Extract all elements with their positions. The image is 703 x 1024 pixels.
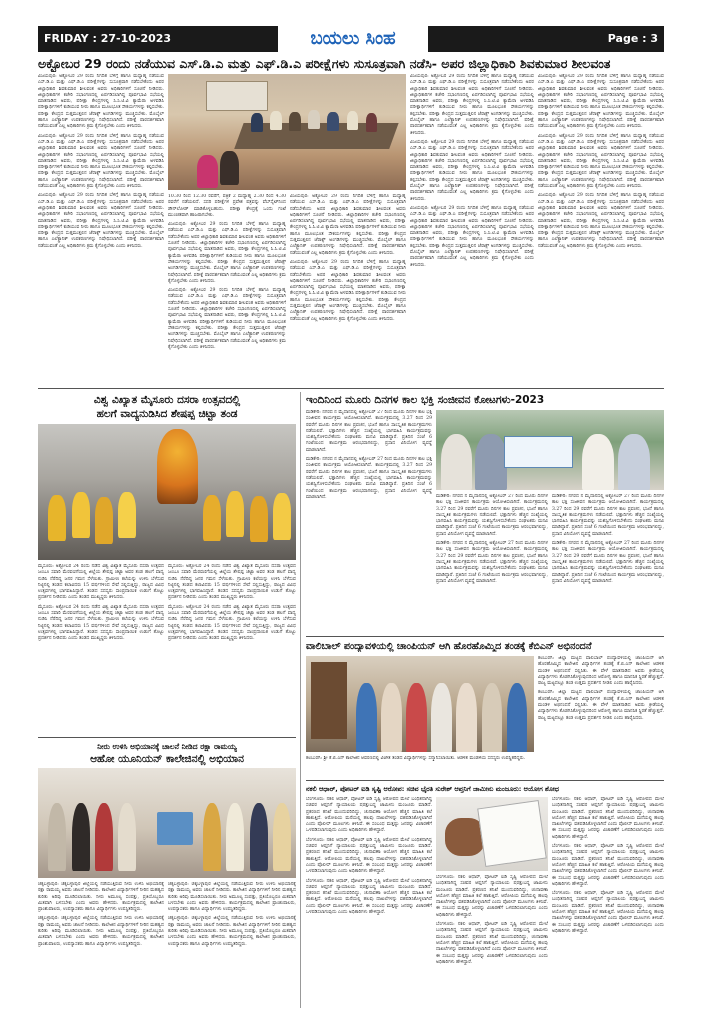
divider-1 bbox=[38, 388, 664, 389]
headline-fake-id: ನಕಲಿ ಆಧಾರ್, ಪೋಟರ್ ಐಡಿ ಸೃಷ್ಟಿ ಆರೋಪ: ಸಚಿವ ಭೈರತಿ ಸುರೇಶ್ ಆಪ್ತನಿಗೆ ಜಾಮೀನು ಮಂಜೂರು: ಆಯೋಗ ಶೋಧ bbox=[306, 785, 560, 793]
headline-dasara-2: ಹಲಗೆ ವಾದ್ಯನುಡಿಸಿದ ಶೇಷಪ್ಪ ಚಿಟ್ಟಾ ತಂಡ bbox=[96, 408, 238, 420]
masthead bbox=[38, 26, 664, 52]
article-bhakti-col-3: ಮಡಿಕೇರಿ: ನಗರದ ನ ಮೈದಾನದಲ್ಲಿ ಅಕ್ಟೋಬರ್ 27 ರಿಂದ ಮೂರು ದಿನಗಳ ಕಾಲ ಭಕ್ತಿ ಸಂಜೀವನ ಕಾರ್ಯಕ್ರಮ ಆಯೋಜಿಸಲಾಗಿದೆ. ಕಾರ್ಯಕ್ರಮದಲ್ಲಿ 3.27 ರಿಂದ 29 ರವರೆಗೆ ಮೂರು ದಿನಗಳ ಕಾಲ ಪ್ರವಚನ, ಭಜನೆ ಹಾಗೂ ಸಾಂಸ್ಕೃತಿಕ ಕಾರ್ಯಕ್ರಮಗಳು ನಡೆಯಲಿವೆ. ಭಕ್ತಾದಿಗಳು ಹೆಚ್ಚಿನ ಸಂಖ್ಯೆಯಲ್ಲಿ ಭಾಗವಹಿಸಿ ಕಾರ್ಯಕ್ರಮವನ್ನು ಯಶಸ್ವಿಗೊಳಿಸಬೇಕೆಂದು ಸಂಘಟಕರು ಮನವಿ ಮಾಡಿದ್ದಾರೆ. ಪ್ರತಿದಿನ ಸಂಜೆ 6 ಗಂಟೆಯಿಂದ ಕಾರ್ಯಕ್ರಮ ಆರಂಭವಾಗಲಿದ್ದು, ಪ್ರಸಾದ ವಿನಿಯೋಗ ವ್ಯವಸ್ಥೆ ಮಾಡಲಾಗಿದೆ. ಮಡಿಕೇರಿ: ನಗರದ ನ ಮೈದಾನದಲ್ಲಿ ಅಕ್ಟೋಬರ್ 27 ರಿಂದ ಮೂರು ದಿನಗಳ ಕಾಲ ಭಕ್ತಿ ಸಂಜೀವನ ಕಾರ್ಯಕ್ರಮ ಆಯೋಜಿಸಲಾಗಿದೆ. ಕಾರ್ಯಕ್ರಮದಲ್ಲಿ 3.27 ರಿಂದ 29 ರವರೆಗೆ ಮೂರು ದಿನಗಳ ಕಾಲ ಪ್ರವಚನ, ಭಜನೆ ಹಾಗೂ ಸಾಂಸ್ಕೃತಿಕ ಕಾರ್ಯಕ್ರಮಗಳು ನಡೆಯಲಿವೆ. ಭಕ್ತಾದಿಗಳು ಹೆಚ್ಚಿನ ಸಂಖ್ಯೆಯಲ್ಲಿ ಭಾಗವಹಿಸಿ ಕಾರ್ಯಕ್ರಮವನ್ನು ಯಶಸ್ವಿಗೊಳಿಸಬೇಕೆಂದು ಸಂಘಟಕರು ಮನವಿ ಮಾಡಿದ್ದಾರೆ. ಪ್ರತಿದಿನ ಸಂಜೆ 6 ಗಂಟೆಯಿಂದ ಕಾರ್ಯಕ್ರಮ ಆರಂಭವಾಗಲಿದ್ದು, ಪ್ರಸಾದ ವಿನಿಯೋಗ ವ್ಯವಸ್ಥೆ ಮಾಡಲಾಗಿದೆ. bbox=[552, 494, 664, 584]
dasara-performance-photo bbox=[38, 424, 296, 560]
bhakti-event-photo bbox=[436, 410, 664, 490]
subheadline-water: ನೀರು ಉಳಿಸಿ ಅಭಿಯಾನಕ್ಕೆ ಚಾಲನೆ ನೀಡಿದ ರಕ್ಷಾ ರಾಮಯ್ಯ bbox=[97, 742, 237, 751]
article-dasara-col-2: ಮೈಸೂರು: ಅಕ್ಟೋಬರ 24 ರಂದು ನಡೆದ ವಿಶ್ವ ವಿಖ್ಯಾತ ಮೈಸೂರು ದಸರಾ ಉತ್ಸವದ ಜಂಬೂ ಸವಾರಿ ಮೆರವಣಿಗೆಯಲ್ಲಿ ಜಿಲ್ಲೆಯ ಶೇಷಪ್ಪ ಚಿಟ್ಟಾ ಅವರ ತಂಡ ಹಲಗೆ ವಾದ್ಯ ನುಡಿಸಿ ನೆರೆದಿದ್ದ ಜನರ ಗಮನ ಸೆಳೆಯಿತು. ಗ್ರಾಮೀಣ ಕಲೆಯನ್ನು ಉಳಿಸಿ ಬೆಳೆಸುವ ನಿಟ್ಟಿನಲ್ಲಿ ತಂಡದ ಕಲಾವಿದರು 15 ವರ್ಷಗಳಿಂದ ಸೇವೆ ಸಲ್ಲಿಸುತ್ತಿದ್ದು, ರಾಜ್ಯದ ವಿವಿಧ ಉತ್ಸವಗಳಲ್ಲಿ ಭಾಗವಹಿಸಿದ್ದಾರೆ. ತಂಡದ ಸದಸ್ಯರು ಸಾಂಪ್ರದಾಯಿಕ ಉಡುಗೆ ತೊಟ್ಟು ಪ್ರದರ್ಶನ ನೀಡಿದರು ಎಂದು ತಂಡದ ಮುಖ್ಯಸ್ಥರು ತಿಳಿಸಿದರು. ಮೈಸೂರು: ಅಕ್ಟೋಬರ 24 ರಂದು ನಡೆದ ವಿಶ್ವ ವಿಖ್ಯಾತ ಮೈಸೂರು ದಸರಾ ಉತ್ಸವದ ಜಂಬೂ ಸವಾರಿ ಮೆರವಣಿಗೆಯಲ್ಲಿ ಜಿಲ್ಲೆಯ ಶೇಷಪ್ಪ ಚಿಟ್ಟಾ ಅವರ ತಂಡ ಹಲಗೆ ವಾದ್ಯ ನುಡಿಸಿ ನೆರೆದಿದ್ದ ಜನರ ಗಮನ ಸೆಳೆಯಿತು. ಗ್ರಾಮೀಣ ಕಲೆಯನ್ನು ಉಳಿಸಿ ಬೆಳೆಸುವ ನಿಟ್ಟಿನಲ್ಲಿ ತಂಡದ ಕಲಾವಿದರು 15 ವರ್ಷಗಳಿಂದ ಸೇವೆ ಸಲ್ಲಿಸುತ್ತಿದ್ದು, ರಾಜ್ಯದ ವಿವಿಧ ಉತ್ಸವಗಳಲ್ಲಿ ಭಾಗವಹಿಸಿದ್ದಾರೆ. ತಂಡದ ಸದಸ್ಯರು ಸಾಂಪ್ರದಾಯಿಕ ಉಡುಗೆ ತೊಟ್ಟು ಪ್ರದರ್ಶನ ನೀಡಿದರು ಎಂದು ತಂಡದ ಮುಖ್ಯಸ್ಥರು ತಿಳಿಸಿದರು. bbox=[168, 564, 296, 642]
volleyball-award-photo bbox=[306, 656, 534, 752]
article-fake-id-col-1: ಬೆಂಗಳೂರು: ನಕಲಿ ಆಧಾರ್, ವೋಟರ್ ಐಡಿ ಸೃಷ್ಟಿ ಆರೋಪದ ಮೇಲೆ ಬಂಧಿತನಾಗಿದ್ದ ಸಚಿವರ ಆಪ್ತನಿಗೆ ನ್ಯಾಯಾಲಯ ಷರತ್ತುಬದ್ಧ ಜಾಮೀನು ಮಂಜೂರು ಮಾಡಿದೆ. ಪ್ರಕರಣದ ತನಿಖೆ ಮುಂದುವರಿದಿದ್ದು, ಚುನಾವಣಾ ಆಯೋಗ ಹೆಚ್ಚಿನ ಮಾಹಿತಿ ಕಲೆ ಹಾಕುತ್ತಿದೆ. ಆರೋಪಿಯ ಮನೆಯಲ್ಲಿ ಹಲವು ದಾಖಲೆಗಳನ್ನು ವಶಪಡಿಸಿಕೊಳ್ಳಲಾಗಿದೆ ಎಂದು ಪೊಲೀಸ್ ಮೂಲಗಳು ತಿಳಿಸಿವೆ. ಈ ಸಂಬಂಧ ಮತ್ತಷ್ಟು ಜನರನ್ನು ವಿಚಾರಣೆಗೆ ಒಳಪಡಿಸಲಾಗುವುದು ಎಂದು ಅಧಿಕಾರಿಗಳು ಹೇಳಿದ್ದಾರೆ. ಬೆಂಗಳೂರು: ನಕಲಿ ಆಧಾರ್, ವೋಟರ್ ಐಡಿ ಸೃಷ್ಟಿ ಆರೋಪದ ಮೇಲೆ ಬಂಧಿತನಾಗಿದ್ದ ಸಚಿವರ ಆಪ್ತನಿಗೆ ನ್ಯಾಯಾಲಯ ಷರತ್ತುಬದ್ಧ ಜಾಮೀನು ಮಂಜೂರು ಮಾಡಿದೆ. ಪ್ರಕರಣದ ತನಿಖೆ ಮುಂದುವರಿದಿದ್ದು, ಚುನಾವಣಾ ಆಯೋಗ ಹೆಚ್ಚಿನ ಮಾಹಿತಿ ಕಲೆ ಹಾಕುತ್ತಿದೆ. ಆರೋಪಿಯ ಮನೆಯಲ್ಲಿ ಹಲವು ದಾಖಲೆಗಳನ್ನು ವಶಪಡಿಸಿಕೊಳ್ಳಲಾಗಿದೆ ಎಂದು ಪೊಲೀಸ್ ಮೂಲಗಳು ತಿಳಿಸಿವೆ. ಈ ಸಂಬಂಧ ಮತ್ತಷ್ಟು ಜನರನ್ನು ವಿಚಾರಣೆಗೆ ಒಳಪಡಿಸಲಾಗುವುದು ಎಂದು ಅಧಿಕಾರಿಗಳು ಹೇಳಿದ್ದಾರೆ. ಬೆಂಗಳೂರು: ನಕಲಿ ಆಧಾರ್, ವೋಟರ್ ಐಡಿ ಸೃಷ್ಟಿ ಆರೋಪದ ಮೇಲೆ ಬಂಧಿತನಾಗಿದ್ದ ಸಚಿವರ ಆಪ್ತನಿಗೆ ನ್ಯಾಯಾಲಯ ಷರತ್ತುಬದ್ಧ ಜಾಮೀನು ಮಂಜೂರು ಮಾಡಿದೆ. ಪ್ರಕರಣದ ತನಿಖೆ ಮುಂದುವರಿದಿದ್ದು, ಚುನಾವಣಾ ಆಯೋಗ ಹೆಚ್ಚಿನ ಮಾಹಿತಿ ಕಲೆ ಹಾಕುತ್ತಿದೆ. ಆರೋಪಿಯ ಮನೆಯಲ್ಲಿ ಹಲವು ದಾಖಲೆಗಳನ್ನು ವಶಪಡಿಸಿಕೊಳ್ಳಲಾಗಿದೆ ಎಂದು ಪೊಲೀಸ್ ಮೂಲಗಳು ತಿಳಿಸಿವೆ. ಈ ಸಂಬಂಧ ಮತ್ತಷ್ಟು ಜನರನ್ನು ವಿಚಾರಣೆಗೆ ಒಳಪಡಿಸಲಾಗುವುದು ಎಂದು ಅಧಿಕಾರಿಗಳು ಹೇಳಿದ್ದಾರೆ. bbox=[306, 797, 432, 916]
article-fake-id-col-2: ಬೆಂಗಳೂರು: ನಕಲಿ ಆಧಾರ್, ವೋಟರ್ ಐಡಿ ಸೃಷ್ಟಿ ಆರೋಪದ ಮೇಲೆ ಬಂಧಿತನಾಗಿದ್ದ ಸಚಿವರ ಆಪ್ತನಿಗೆ ನ್ಯಾಯಾಲಯ ಷರತ್ತುಬದ್ಧ ಜಾಮೀನು ಮಂಜೂರು ಮಾಡಿದೆ. ಪ್ರಕರಣದ ತನಿಖೆ ಮುಂದುವರಿದಿದ್ದು, ಚುನಾವಣಾ ಆಯೋಗ ಹೆಚ್ಚಿನ ಮಾಹಿತಿ ಕಲೆ ಹಾಕುತ್ತಿದೆ. ಆರೋಪಿಯ ಮನೆಯಲ್ಲಿ ಹಲವು ದಾಖಲೆಗಳನ್ನು ವಶಪಡಿಸಿಕೊಳ್ಳಲಾಗಿದೆ ಎಂದು ಪೊಲೀಸ್ ಮೂಲಗಳು ತಿಳಿಸಿವೆ. ಈ ಸಂಬಂಧ ಮತ್ತಷ್ಟು ಜನರನ್ನು ವಿಚಾರಣೆಗೆ ಒಳಪಡಿಸಲಾಗುವುದು ಎಂದು ಅಧಿಕಾರಿಗಳು ಹೇಳಿದ್ದಾರೆ. ಬೆಂಗಳೂರು: ನಕಲಿ ಆಧಾರ್, ವೋಟರ್ ಐಡಿ ಸೃಷ್ಟಿ ಆರೋಪದ ಮೇಲೆ ಬಂಧಿತನಾಗಿದ್ದ ಸಚಿವರ ಆಪ್ತನಿಗೆ ನ್ಯಾಯಾಲಯ ಷರತ್ತುಬದ್ಧ ಜಾಮೀನು ಮಂಜೂರು ಮಾಡಿದೆ. ಪ್ರಕರಣದ ತನಿಖೆ ಮುಂದುವರಿದಿದ್ದು, ಚುನಾವಣಾ ಆಯೋಗ ಹೆಚ್ಚಿನ ಮಾಹಿತಿ ಕಲೆ ಹಾಕುತ್ತಿದೆ. ಆರೋಪಿಯ ಮನೆಯಲ್ಲಿ ಹಲವು ದಾಖಲೆಗಳನ್ನು ವಶಪಡಿಸಿಕೊಳ್ಳಲಾಗಿದೆ ಎಂದು ಪೊಲೀಸ್ ಮೂಲಗಳು ತಿಳಿಸಿವೆ. ಈ ಸಂಬಂಧ ಮತ್ತಷ್ಟು ಜನರನ್ನು ವಿಚಾರಣೆಗೆ ಒಳಪಡಿಸಲಾಗುವುದು ಎಂದು ಅಧಿಕಾರಿಗಳು ಹೇಳಿದ್ದಾರೆ. bbox=[436, 875, 548, 965]
divider-3 bbox=[306, 636, 664, 637]
headline-dasara-1: ವಿಶ್ವ ವಿಖ್ಯಾತ ಮೈಸೂರು ದಸರಾ ಉತ್ಸವದಲ್ಲಿ bbox=[93, 394, 241, 406]
article-exam-col-5: ವಿಜಯಪುರ: ಅಕ್ಟೋಬರ 29 ರಂದು ನಿಗದಿತ ಬೆಳಿಗ್ಗೆ ಹಾಗೂ ಮಧ್ಯಾಹ್ನ ನಡೆಯುವ ಎಸ್.ಡಿ.ಎ ಮತ್ತು ಎಫ್.ಡಿ.ಎ ಪರೀಕ್ಷೆಗಳನ್ನು ಸುಸೂತ್ರವಾಗಿ ನಡೆಸಬೇಕೆಂದು ಅಪರ ಜಿಲ್ಲಾಧಿಕಾರಿ ಶಿವಕುಮಾರ ಶೀಲವಂತ ಅವರು ಅಧಿಕಾರಿಗಳಿಗೆ ಸೂಚನೆ ನೀಡಿದರು. ಜಿಲ್ಲಾಧಿಕಾರಿಗಳ ಕಚೇರಿ ಸಭಾಂಗಣದಲ್ಲಿ ಏರ್ಪಡಿಸಲಾಗಿದ್ದ ಪೂರ್ವಭಾವಿ ಸಭೆಯಲ್ಲಿ ಮಾತನಾಡಿದ ಅವರು, ಪರೀಕ್ಷಾ ಕೇಂದ್ರಗಳಲ್ಲಿ ಸಿ.ಸಿ.ಟಿ.ವಿ ಕ್ಯಾಮೆರಾ ಅಳವಡಿಸಿ ಪರೀಕ್ಷಾರ್ಥಿಗಳಿಗೆ ಕುಡಿಯುವ ನೀರು ಹಾಗೂ ಮೂಲಭೂತ ಸೌಕರ್ಯಗಳನ್ನು ಕಲ್ಪಿಸಬೇಕು. ಪರೀಕ್ಷಾ ಕೇಂದ್ರದ ಸುತ್ತಮುತ್ತಲಿನ ಜೆರಾಕ್ಸ್ ಅಂಗಡಿಗಳನ್ನು ಮುಚ್ಚಿಸಬೇಕು. ಮೊಬೈಲ್ ಹಾಗೂ ಎಲೆಕ್ಟ್ರಾನಿಕ್ ಉಪಕರಣಗಳನ್ನು ನಿಷೇಧಿಸಲಾಗಿದೆ. ಪರೀಕ್ಷೆ ಪಾರದರ್ಶಕವಾಗಿ ನಡೆಯುವಂತೆ ಎಲ್ಲ ಅಧಿಕಾರಿಗಳು ಕ್ರಮ ಕೈಗೊಳ್ಳಬೇಕು ಎಂದು ತಿಳಿಸಿದರು. ವಿಜಯಪುರ: ಅಕ್ಟೋಬರ 29 ರಂದು ನಿಗದಿತ ಬೆಳಿಗ್ಗೆ ಹಾಗೂ ಮಧ್ಯಾಹ್ನ ನಡೆಯುವ ಎಸ್.ಡಿ.ಎ ಮತ್ತು ಎಫ್.ಡಿ.ಎ ಪರೀಕ್ಷೆಗಳನ್ನು ಸುಸೂತ್ರವಾಗಿ ನಡೆಸಬೇಕೆಂದು ಅಪರ ಜಿಲ್ಲಾಧಿಕಾರಿ ಶಿವಕುಮಾರ ಶೀಲವಂತ ಅವರು ಅಧಿಕಾರಿಗಳಿಗೆ ಸೂಚನೆ ನೀಡಿದರು. ಜಿಲ್ಲಾಧಿಕಾರಿಗಳ ಕಚೇರಿ ಸಭಾಂಗಣದಲ್ಲಿ ಏರ್ಪಡಿಸಲಾಗಿದ್ದ ಪೂರ್ವಭಾವಿ ಸಭೆಯಲ್ಲಿ ಮಾತನಾಡಿದ ಅವರು, ಪರೀಕ್ಷಾ ಕೇಂದ್ರಗಳಲ್ಲಿ ಸಿ.ಸಿ.ಟಿ.ವಿ ಕ್ಯಾಮೆರಾ ಅಳವಡಿಸಿ ಪರೀಕ್ಷಾರ್ಥಿಗಳಿಗೆ ಕುಡಿಯುವ ನೀರು ಹಾಗೂ ಮೂಲಭೂತ ಸೌಕರ್ಯಗಳನ್ನು ಕಲ್ಪಿಸಬೇಕು. ಪರೀಕ್ಷಾ ಕೇಂದ್ರದ ಸುತ್ತಮುತ್ತಲಿನ ಜೆರಾಕ್ಸ್ ಅಂಗಡಿಗಳನ್ನು ಮುಚ್ಚಿಸಬೇಕು. ಮೊಬೈಲ್ ಹಾಗೂ ಎಲೆಕ್ಟ್ರಾನಿಕ್ ಉಪಕರಣಗಳನ್ನು ನಿಷೇಧಿಸಲಾಗಿದೆ. ಪರೀಕ್ಷೆ ಪಾರದರ್ಶಕವಾಗಿ ನಡೆಯುವಂತೆ ಎಲ್ಲ ಅಧಿಕಾರಿಗಳು ಕ್ರಮ ಕೈಗೊಳ್ಳಬೇಕು ಎಂದು ತಿಳಿಸಿದರು. ವಿಜಯಪುರ: ಅಕ್ಟೋಬರ 29 ರಂದು ನಿಗದಿತ ಬೆಳಿಗ್ಗೆ ಹಾಗೂ ಮಧ್ಯಾಹ್ನ ನಡೆಯುವ ಎಸ್.ಡಿ.ಎ ಮತ್ತು ಎಫ್.ಡಿ.ಎ ಪರೀಕ್ಷೆಗಳನ್ನು ಸುಸೂತ್ರವಾಗಿ ನಡೆಸಬೇಕೆಂದು ಅಪರ ಜಿಲ್ಲಾಧಿಕಾರಿ ಶಿವಕುಮಾರ ಶೀಲವಂತ ಅವರು ಅಧಿಕಾರಿಗಳಿಗೆ ಸೂಚನೆ ನೀಡಿದರು. ಜಿಲ್ಲಾಧಿಕಾರಿಗಳ ಕಚೇರಿ ಸಭಾಂಗಣದಲ್ಲಿ ಏರ್ಪಡಿಸಲಾಗಿದ್ದ ಪೂರ್ವಭಾವಿ ಸಭೆಯಲ್ಲಿ ಮಾತನಾಡಿದ ಅವರು, ಪರೀಕ್ಷಾ ಕೇಂದ್ರಗಳಲ್ಲಿ ಸಿ.ಸಿ.ಟಿ.ವಿ ಕ್ಯಾಮೆರಾ ಅಳವಡಿಸಿ ಪರೀಕ್ಷಾರ್ಥಿಗಳಿಗೆ ಕುಡಿಯುವ ನೀರು ಹಾಗೂ ಮೂಲಭೂತ ಸೌಕರ್ಯಗಳನ್ನು ಕಲ್ಪಿಸಬೇಕು. ಪರೀಕ್ಷಾ ಕೇಂದ್ರದ ಸುತ್ತಮುತ್ತಲಿನ ಜೆರಾಕ್ಸ್ ಅಂಗಡಿಗಳನ್ನು ಮುಚ್ಚಿಸಬೇಕು. ಮೊಬೈಲ್ ಹಾಗೂ ಎಲೆಕ್ಟ್ರಾನಿಕ್ ಉಪಕರಣಗಳನ್ನು ನಿಷೇಧಿಸಲಾಗಿದೆ. ಪರೀಕ್ಷೆ ಪಾರದರ್ಶಕವಾಗಿ ನಡೆಯುವಂತೆ ಎಲ್ಲ ಅಧಿಕಾರಿಗಳು ಕ್ರಮ ಕೈಗೊಳ್ಳಬೇಕು ಎಂದು ತಿಳಿಸಿದರು. bbox=[538, 74, 664, 249]
article-exam-col-2: 10.30 ರಿಂದ 12.30 ರವರೆಗೆ, ಪತ್ರಿಕೆ 2 ಮಧ್ಯಾಹ್ನ 2.30 ರಿಂದ 4.30 ರವರೆಗೆ ನಡೆಯಲಿದೆ. ಸದರಿ ಪರೀಕ್ಷೆಗಳ ಪ್ರವೇಶ ಪತ್ರವನ್ನು ವೆಬ್‌ಸೈಟ್‌ನಿಂದ ಡೌನ್‌ಲೋಡ್ ಮಾಡಿಕೊಳ್ಳಬಹುದು. ಪರೀಕ್ಷಾ ಕೇಂದ್ರಕ್ಕೆ ಒಂದು ಗಂಟೆ ಮುಂಚಿತವಾಗಿ ಹಾಜರಾಗಬೇಕು. ವಿಜಯಪುರ: ಅಕ್ಟೋಬರ 29 ರಂದು ನಿಗದಿತ ಬೆಳಿಗ್ಗೆ ಹಾಗೂ ಮಧ್ಯಾಹ್ನ ನಡೆಯುವ ಎಸ್.ಡಿ.ಎ ಮತ್ತು ಎಫ್.ಡಿ.ಎ ಪರೀಕ್ಷೆಗಳನ್ನು ಸುಸೂತ್ರವಾಗಿ ನಡೆಸಬೇಕೆಂದು ಅಪರ ಜಿಲ್ಲಾಧಿಕಾರಿ ಶಿವಕುಮಾರ ಶೀಲವಂತ ಅವರು ಅಧಿಕಾರಿಗಳಿಗೆ ಸೂಚನೆ ನೀಡಿದರು. ಜಿಲ್ಲಾಧಿಕಾರಿಗಳ ಕಚೇರಿ ಸಭಾಂಗಣದಲ್ಲಿ ಏರ್ಪಡಿಸಲಾಗಿದ್ದ ಪೂರ್ವಭಾವಿ ಸಭೆಯಲ್ಲಿ ಮಾತನಾಡಿದ ಅವರು, ಪರೀಕ್ಷಾ ಕೇಂದ್ರಗಳಲ್ಲಿ ಸಿ.ಸಿ.ಟಿ.ವಿ ಕ್ಯಾಮೆರಾ ಅಳವಡಿಸಿ ಪರೀಕ್ಷಾರ್ಥಿಗಳಿಗೆ ಕುಡಿಯುವ ನೀರು ಹಾಗೂ ಮೂಲಭೂತ ಸೌಕರ್ಯಗಳನ್ನು ಕಲ್ಪಿಸಬೇಕು. ಪರೀಕ್ಷಾ ಕೇಂದ್ರದ ಸುತ್ತಮುತ್ತಲಿನ ಜೆರಾಕ್ಸ್ ಅಂಗಡಿಗಳನ್ನು ಮುಚ್ಚಿಸಬೇಕು. ಮೊಬೈಲ್ ಹಾಗೂ ಎಲೆಕ್ಟ್ರಾನಿಕ್ ಉಪಕರಣಗಳನ್ನು ನಿಷೇಧಿಸಲಾಗಿದೆ. ಪರೀಕ್ಷೆ ಪಾರದರ್ಶಕವಾಗಿ ನಡೆಯುವಂತೆ ಎಲ್ಲ ಅಧಿಕಾರಿಗಳು ಕ್ರಮ ಕೈಗೊಳ್ಳಬೇಕು ಎಂದು ತಿಳಿಸಿದರು. ವಿಜಯಪುರ: ಅಕ್ಟೋಬರ 29 ರಂದು ನಿಗದಿತ ಬೆಳಿಗ್ಗೆ ಹಾಗೂ ಮಧ್ಯಾಹ್ನ ನಡೆಯುವ ಎಸ್.ಡಿ.ಎ ಮತ್ತು ಎಫ್.ಡಿ.ಎ ಪರೀಕ್ಷೆಗಳನ್ನು ಸುಸೂತ್ರವಾಗಿ ನಡೆಸಬೇಕೆಂದು ಅಪರ ಜಿಲ್ಲಾಧಿಕಾರಿ ಶಿವಕುಮಾರ ಶೀಲವಂತ ಅವರು ಅಧಿಕಾರಿಗಳಿಗೆ ಸೂಚನೆ ನೀಡಿದರು. ಜಿಲ್ಲಾಧಿಕಾರಿಗಳ ಕಚೇರಿ ಸಭಾಂಗಣದಲ್ಲಿ ಏರ್ಪಡಿಸಲಾಗಿದ್ದ ಪೂರ್ವಭಾವಿ ಸಭೆಯಲ್ಲಿ ಮಾತನಾಡಿದ ಅವರು, ಪರೀಕ್ಷಾ ಕೇಂದ್ರಗಳಲ್ಲಿ ಸಿ.ಸಿ.ಟಿ.ವಿ ಕ್ಯಾಮೆರಾ ಅಳವಡಿಸಿ ಪರೀಕ್ಷಾರ್ಥಿಗಳಿಗೆ ಕುಡಿಯುವ ನೀರು ಹಾಗೂ ಮೂಲಭೂತ ಸೌಕರ್ಯಗಳನ್ನು ಕಲ್ಪಿಸಬೇಕು. ಪರೀಕ್ಷಾ ಕೇಂದ್ರದ ಸುತ್ತಮುತ್ತಲಿನ ಜೆರಾಕ್ಸ್ ಅಂಗಡಿಗಳನ್ನು ಮುಚ್ಚಿಸಬೇಕು. ಮೊಬೈಲ್ ಹಾಗೂ ಎಲೆಕ್ಟ್ರಾನಿಕ್ ಉಪಕರಣಗಳನ್ನು ನಿಷೇಧಿಸಲಾಗಿದೆ. ಪರೀಕ್ಷೆ ಪಾರದರ್ಶಕವಾಗಿ ನಡೆಯುವಂತೆ ಎಲ್ಲ ಅಧಿಕಾರಿಗಳು ಕ್ರಮ ಕೈಗೊಳ್ಳಬೇಕು ಎಂದು ತಿಳಿಸಿದರು. bbox=[168, 194, 286, 350]
article-exam-col-4: ವಿಜಯಪುರ: ಅಕ್ಟೋಬರ 29 ರಂದು ನಿಗದಿತ ಬೆಳಿಗ್ಗೆ ಹಾಗೂ ಮಧ್ಯಾಹ್ನ ನಡೆಯುವ ಎಸ್.ಡಿ.ಎ ಮತ್ತು ಎಫ್.ಡಿ.ಎ ಪರೀಕ್ಷೆಗಳನ್ನು ಸುಸೂತ್ರವಾಗಿ ನಡೆಸಬೇಕೆಂದು ಅಪರ ಜಿಲ್ಲಾಧಿಕಾರಿ ಶಿವಕುಮಾರ ಶೀಲವಂತ ಅವರು ಅಧಿಕಾರಿಗಳಿಗೆ ಸೂಚನೆ ನೀಡಿದರು. ಜಿಲ್ಲಾಧಿಕಾರಿಗಳ ಕಚೇರಿ ಸಭಾಂಗಣದಲ್ಲಿ ಏರ್ಪಡಿಸಲಾಗಿದ್ದ ಪೂರ್ವಭಾವಿ ಸಭೆಯಲ್ಲಿ ಮಾತನಾಡಿದ ಅವರು, ಪರೀಕ್ಷಾ ಕೇಂದ್ರಗಳಲ್ಲಿ ಸಿ.ಸಿ.ಟಿ.ವಿ ಕ್ಯಾಮೆರಾ ಅಳವಡಿಸಿ ಪರೀಕ್ಷಾರ್ಥಿಗಳಿಗೆ ಕುಡಿಯುವ ನೀರು ಹಾಗೂ ಮೂಲಭೂತ ಸೌಕರ್ಯಗಳನ್ನು ಕಲ್ಪಿಸಬೇಕು. ಪರೀಕ್ಷಾ ಕೇಂದ್ರದ ಸುತ್ತಮುತ್ತಲಿನ ಜೆರಾಕ್ಸ್ ಅಂಗಡಿಗಳನ್ನು ಮುಚ್ಚಿಸಬೇಕು. ಮೊಬೈಲ್ ಹಾಗೂ ಎಲೆಕ್ಟ್ರಾನಿಕ್ ಉಪಕರಣಗಳನ್ನು ನಿಷೇಧಿಸಲಾಗಿದೆ. ಪರೀಕ್ಷೆ ಪಾರದರ್ಶಕವಾಗಿ ನಡೆಯುವಂತೆ ಎಲ್ಲ ಅಧಿಕಾರಿಗಳು ಕ್ರಮ ಕೈಗೊಳ್ಳಬೇಕು ಎಂದು ತಿಳಿಸಿದರು. ವಿಜಯಪುರ: ಅಕ್ಟೋಬರ 29 ರಂದು ನಿಗದಿತ ಬೆಳಿಗ್ಗೆ ಹಾಗೂ ಮಧ್ಯಾಹ್ನ ನಡೆಯುವ ಎಸ್.ಡಿ.ಎ ಮತ್ತು ಎಫ್.ಡಿ.ಎ ಪರೀಕ್ಷೆಗಳನ್ನು ಸುಸೂತ್ರವಾಗಿ ನಡೆಸಬೇಕೆಂದು ಅಪರ ಜಿಲ್ಲಾಧಿಕಾರಿ ಶಿವಕುಮಾರ ಶೀಲವಂತ ಅವರು ಅಧಿಕಾರಿಗಳಿಗೆ ಸೂಚನೆ ನೀಡಿದರು. ಜಿಲ್ಲಾಧಿಕಾರಿಗಳ ಕಚೇರಿ ಸಭಾಂಗಣದಲ್ಲಿ ಏರ್ಪಡಿಸಲಾಗಿದ್ದ ಪೂರ್ವಭಾವಿ ಸಭೆಯಲ್ಲಿ ಮಾತನಾಡಿದ ಅವರು, ಪರೀಕ್ಷಾ ಕೇಂದ್ರಗಳಲ್ಲಿ ಸಿ.ಸಿ.ಟಿ.ವಿ ಕ್ಯಾಮೆರಾ ಅಳವಡಿಸಿ ಪರೀಕ್ಷಾರ್ಥಿಗಳಿಗೆ ಕುಡಿಯುವ ನೀರು ಹಾಗೂ ಮೂಲಭೂತ ಸೌಕರ್ಯಗಳನ್ನು ಕಲ್ಪಿಸಬೇಕು. ಪರೀಕ್ಷಾ ಕೇಂದ್ರದ ಸುತ್ತಮುತ್ತಲಿನ ಜೆರಾಕ್ಸ್ ಅಂಗಡಿಗಳನ್ನು ಮುಚ್ಚಿಸಬೇಕು. ಮೊಬೈಲ್ ಹಾಗೂ ಎಲೆಕ್ಟ್ರಾನಿಕ್ ಉಪಕರಣಗಳನ್ನು ನಿಷೇಧಿಸಲಾಗಿದೆ. ಪರೀಕ್ಷೆ ಪಾರದರ್ಶಕವಾಗಿ ನಡೆಯುವಂತೆ ಎಲ್ಲ ಅಧಿಕಾರಿಗಳು ಕ್ರಮ ಕೈಗೊಳ್ಳಬೇಕು ಎಂದು ತಿಳಿಸಿದರು. ವಿಜಯಪುರ: ಅಕ್ಟೋಬರ 29 ರಂದು ನಿಗದಿತ ಬೆಳಿಗ್ಗೆ ಹಾಗೂ ಮಧ್ಯಾಹ್ನ ನಡೆಯುವ ಎಸ್.ಡಿ.ಎ ಮತ್ತು ಎಫ್.ಡಿ.ಎ ಪರೀಕ್ಷೆಗಳನ್ನು ಸುಸೂತ್ರವಾಗಿ ನಡೆಸಬೇಕೆಂದು ಅಪರ ಜಿಲ್ಲಾಧಿಕಾರಿ ಶಿವಕುಮಾರ ಶೀಲವಂತ ಅವರು ಅಧಿಕಾರಿಗಳಿಗೆ ಸೂಚನೆ ನೀಡಿದರು. ಜಿಲ್ಲಾಧಿಕಾರಿಗಳ ಕಚೇರಿ ಸಭಾಂಗಣದಲ್ಲಿ ಏರ್ಪಡಿಸಲಾಗಿದ್ದ ಪೂರ್ವಭಾವಿ ಸಭೆಯಲ್ಲಿ ಮಾತನಾಡಿದ ಅವರು, ಪರೀಕ್ಷಾ ಕೇಂದ್ರಗಳಲ್ಲಿ ಸಿ.ಸಿ.ಟಿ.ವಿ ಕ್ಯಾಮೆರಾ ಅಳವಡಿಸಿ ಪರೀಕ್ಷಾರ್ಥಿಗಳಿಗೆ ಕುಡಿಯುವ ನೀರು ಹಾಗೂ ಮೂಲಭೂತ ಸೌಕರ್ಯಗಳನ್ನು ಕಲ್ಪಿಸಬೇಕು. ಪರೀಕ್ಷಾ ಕೇಂದ್ರದ ಸುತ್ತಮುತ್ತಲಿನ ಜೆರಾಕ್ಸ್ ಅಂಗಡಿಗಳನ್ನು ಮುಚ್ಚಿಸಬೇಕು. ಮೊಬೈಲ್ ಹಾಗೂ ಎಲೆಕ್ಟ್ರಾನಿಕ್ ಉಪಕರಣಗಳನ್ನು ನಿಷೇಧಿಸಲಾಗಿದೆ. ಪರೀಕ್ಷೆ ಪಾರದರ್ಶಕವಾಗಿ ನಡೆಯುವಂತೆ ಎಲ್ಲ ಅಧಿಕಾರಿಗಳು ಕ್ರಮ ಕೈಗೊಳ್ಳಬೇಕು ಎಂದು ತಿಳಿಸಿದರು. bbox=[410, 74, 534, 268]
headline-volleyball: ವಾಲಿಬಾಲ್ ಪಂದ್ಯಾವಳಿಯಲ್ಲಿ ಚಾಂಪಿಯನ್ ಆಗಿ ಹೊರಹೊಮ್ಮಿದ ತಂಡಕ್ಕೆ ಕೆಬಿಎನ್ ಅಭಿನಂದನೆ bbox=[306, 641, 592, 652]
article-dasara-col-1: ಮೈಸೂರು: ಅಕ್ಟೋಬರ 24 ರಂದು ನಡೆದ ವಿಶ್ವ ವಿಖ್ಯಾತ ಮೈಸೂರು ದಸರಾ ಉತ್ಸವದ ಜಂಬೂ ಸವಾರಿ ಮೆರವಣಿಗೆಯಲ್ಲಿ ಜಿಲ್ಲೆಯ ಶೇಷಪ್ಪ ಚಿಟ್ಟಾ ಅವರ ತಂಡ ಹಲಗೆ ವಾದ್ಯ ನುಡಿಸಿ ನೆರೆದಿದ್ದ ಜನರ ಗಮನ ಸೆಳೆಯಿತು. ಗ್ರಾಮೀಣ ಕಲೆಯನ್ನು ಉಳಿಸಿ ಬೆಳೆಸುವ ನಿಟ್ಟಿನಲ್ಲಿ ತಂಡದ ಕಲಾವಿದರು 15 ವರ್ಷಗಳಿಂದ ಸೇವೆ ಸಲ್ಲಿಸುತ್ತಿದ್ದು, ರಾಜ್ಯದ ವಿವಿಧ ಉತ್ಸವಗಳಲ್ಲಿ ಭಾಗವಹಿಸಿದ್ದಾರೆ. ತಂಡದ ಸದಸ್ಯರು ಸಾಂಪ್ರದಾಯಿಕ ಉಡುಗೆ ತೊಟ್ಟು ಪ್ರದರ್ಶನ ನೀಡಿದರು ಎಂದು ತಂಡದ ಮುಖ್ಯಸ್ಥರು ತಿಳಿಸಿದರು. ಮೈಸೂರು: ಅಕ್ಟೋಬರ 24 ರಂದು ನಡೆದ ವಿಶ್ವ ವಿಖ್ಯಾತ ಮೈಸೂರು ದಸರಾ ಉತ್ಸವದ ಜಂಬೂ ಸವಾರಿ ಮೆರವಣಿಗೆಯಲ್ಲಿ ಜಿಲ್ಲೆಯ ಶೇಷಪ್ಪ ಚಿಟ್ಟಾ ಅವರ ತಂಡ ಹಲಗೆ ವಾದ್ಯ ನುಡಿಸಿ ನೆರೆದಿದ್ದ ಜನರ ಗಮನ ಸೆಳೆಯಿತು. ಗ್ರಾಮೀಣ ಕಲೆಯನ್ನು ಉಳಿಸಿ ಬೆಳೆಸುವ ನಿಟ್ಟಿನಲ್ಲಿ ತಂಡದ ಕಲಾವಿದರು 15 ವರ್ಷಗಳಿಂದ ಸೇವೆ ಸಲ್ಲಿಸುತ್ತಿದ್ದು, ರಾಜ್ಯದ ವಿವಿಧ ಉತ್ಸವಗಳಲ್ಲಿ ಭಾಗವಹಿಸಿದ್ದಾರೆ. ತಂಡದ ಸದಸ್ಯರು ಸಾಂಪ್ರದಾಯಿಕ ಉಡುಗೆ ತೊಟ್ಟು ಪ್ರದರ್ಶನ ನೀಡಿದರು ಎಂದು ತಂಡದ ಮುಖ್ಯಸ್ಥರು ತಿಳಿಸಿದರು. bbox=[38, 564, 164, 642]
divider-4 bbox=[306, 780, 664, 781]
article-bhakti-col-1: ಮಡಿಕೇರಿ: ನಗರದ ನ ಮೈದಾನದಲ್ಲಿ ಅಕ್ಟೋಬರ್ 27 ರಿಂದ ಮೂರು ದಿನಗಳ ಕಾಲ ಭಕ್ತಿ ಸಂಜೀವನ ಕಾರ್ಯಕ್ರಮ ಆಯೋಜಿಸಲಾಗಿದೆ. ಕಾರ್ಯಕ್ರಮದಲ್ಲಿ 3.27 ರಿಂದ 29 ರವರೆಗೆ ಮೂರು ದಿನಗಳ ಕಾಲ ಪ್ರವಚನ, ಭಜನೆ ಹಾಗೂ ಸಾಂಸ್ಕೃತಿಕ ಕಾರ್ಯಕ್ರಮಗಳು ನಡೆಯಲಿವೆ. ಭಕ್ತಾದಿಗಳು ಹೆಚ್ಚಿನ ಸಂಖ್ಯೆಯಲ್ಲಿ ಭಾಗವಹಿಸಿ ಕಾರ್ಯಕ್ರಮವನ್ನು ಯಶಸ್ವಿಗೊಳಿಸಬೇಕೆಂದು ಸಂಘಟಕರು ಮನವಿ ಮಾಡಿದ್ದಾರೆ. ಪ್ರತಿದಿನ ಸಂಜೆ 6 ಗಂಟೆಯಿಂದ ಕಾರ್ಯಕ್ರಮ ಆರಂಭವಾಗಲಿದ್ದು, ಪ್ರಸಾದ ವಿನಿಯೋಗ ವ್ಯವಸ್ಥೆ ಮಾಡಲಾಗಿದೆ. ಮಡಿಕೇರಿ: ನಗರದ ನ ಮೈದಾನದಲ್ಲಿ ಅಕ್ಟೋಬರ್ 27 ರಿಂದ ಮೂರು ದಿನಗಳ ಕಾಲ ಭಕ್ತಿ ಸಂಜೀವನ ಕಾರ್ಯಕ್ರಮ ಆಯೋಜಿಸಲಾಗಿದೆ. ಕಾರ್ಯಕ್ರಮದಲ್ಲಿ 3.27 ರಿಂದ 29 ರವರೆಗೆ ಮೂರು ದಿನಗಳ ಕಾಲ ಪ್ರವಚನ, ಭಜನೆ ಹಾಗೂ ಸಾಂಸ್ಕೃತಿಕ ಕಾರ್ಯಕ್ರಮಗಳು ನಡೆಯಲಿವೆ. ಭಕ್ತಾದಿಗಳು ಹೆಚ್ಚಿನ ಸಂಖ್ಯೆಯಲ್ಲಿ ಭಾಗವಹಿಸಿ ಕಾರ್ಯಕ್ರಮವನ್ನು ಯಶಸ್ವಿಗೊಳಿಸಬೇಕೆಂದು ಸಂಘಟಕರು ಮನವಿ ಮಾಡಿದ್ದಾರೆ. ಪ್ರತಿದಿನ ಸಂಜೆ 6 ಗಂಟೆಯಿಂದ ಕಾರ್ಯಕ್ರಮ ಆರಂಭವಾಗಲಿದ್ದು, ಪ್ರಸಾದ ವಿನಿಯೋಗ ವ್ಯವಸ್ಥೆ ಮಾಡಲಾಗಿದೆ. bbox=[306, 410, 432, 500]
newspaper-title: ಬಯಲು ಸಿಂಹ bbox=[278, 26, 428, 52]
headline-water: ಆಹೋ ಯೂನಿಯನ್ ಕಾಲೇಜಿನಲ್ಲಿ ಅಭಿಯಾನ bbox=[90, 753, 244, 765]
headline-bhakti: ಇಂದಿನಿಂದ ಮೂರು ದಿನಗಳ ಕಾಲ ಭಕ್ತಿ ಸಂಜೀವನ ಕೋಟಗಳು-2023 bbox=[306, 394, 545, 406]
article-bhakti-col-2: ಮಡಿಕೇರಿ: ನಗರದ ನ ಮೈದಾನದಲ್ಲಿ ಅಕ್ಟೋಬರ್ 27 ರಿಂದ ಮೂರು ದಿನಗಳ ಕಾಲ ಭಕ್ತಿ ಸಂಜೀವನ ಕಾರ್ಯಕ್ರಮ ಆಯೋಜಿಸಲಾಗಿದೆ. ಕಾರ್ಯಕ್ರಮದಲ್ಲಿ 3.27 ರಿಂದ 29 ರವರೆಗೆ ಮೂರು ದಿನಗಳ ಕಾಲ ಪ್ರವಚನ, ಭಜನೆ ಹಾಗೂ ಸಾಂಸ್ಕೃತಿಕ ಕಾರ್ಯಕ್ರಮಗಳು ನಡೆಯಲಿವೆ. ಭಕ್ತಾದಿಗಳು ಹೆಚ್ಚಿನ ಸಂಖ್ಯೆಯಲ್ಲಿ ಭಾಗವಹಿಸಿ ಕಾರ್ಯಕ್ರಮವನ್ನು ಯಶಸ್ವಿಗೊಳಿಸಬೇಕೆಂದು ಸಂಘಟಕರು ಮನವಿ ಮಾಡಿದ್ದಾರೆ. ಪ್ರತಿದಿನ ಸಂಜೆ 6 ಗಂಟೆಯಿಂದ ಕಾರ್ಯಕ್ರಮ ಆರಂಭವಾಗಲಿದ್ದು, ಪ್ರಸಾದ ವಿನಿಯೋಗ ವ್ಯವಸ್ಥೆ ಮಾಡಲಾಗಿದೆ. ಮಡಿಕೇರಿ: ನಗರದ ನ ಮೈದಾನದಲ್ಲಿ ಅಕ್ಟೋಬರ್ 27 ರಿಂದ ಮೂರು ದಿನಗಳ ಕಾಲ ಭಕ್ತಿ ಸಂಜೀವನ ಕಾರ್ಯಕ್ರಮ ಆಯೋಜಿಸಲಾಗಿದೆ. ಕಾರ್ಯಕ್ರಮದಲ್ಲಿ 3.27 ರಿಂದ 29 ರವರೆಗೆ ಮೂರು ದಿನಗಳ ಕಾಲ ಪ್ರವಚನ, ಭಜನೆ ಹಾಗೂ ಸಾಂಸ್ಕೃತಿಕ ಕಾರ್ಯಕ್ರಮಗಳು ನಡೆಯಲಿವೆ. ಭಕ್ತಾದಿಗಳು ಹೆಚ್ಚಿನ ಸಂಖ್ಯೆಯಲ್ಲಿ ಭಾಗವಹಿಸಿ ಕಾರ್ಯಕ್ರಮವನ್ನು ಯಶಸ್ವಿಗೊಳಿಸಬೇಕೆಂದು ಸಂಘಟಕರು ಮನವಿ ಮಾಡಿದ್ದಾರೆ. ಪ್ರತಿದಿನ ಸಂಜೆ 6 ಗಂಟೆಯಿಂದ ಕಾರ್ಯಕ್ರಮ ಆರಂಭವಾಗಲಿದ್ದು, ಪ್ರಸಾದ ವಿನಿಯೋಗ ವ್ಯವಸ್ಥೆ ಮಾಡಲಾಗಿದೆ. bbox=[436, 494, 548, 584]
article-water-col-2: ಚಿಕ್ಕಬಳ್ಳಾಪುರ: ಚಿಕ್ಕಬಳ್ಳಾಪುರ ಜಿಲ್ಲೆಯಲ್ಲಿ ನಡೆಯುತ್ತಿರುವ ನೀರು ಉಳಿಸಿ ಅಭಿಯಾನಕ್ಕೆ ರಕ್ಷಾ ರಾಮಯ್ಯ ಅವರು ಚಾಲನೆ ನೀಡಿದರು. ಕಾಲೇಜಿನ ವಿದ್ಯಾರ್ಥಿಗಳಿಗೆ ನೀರಿನ ಮಹತ್ವದ ಕುರಿತು ಅರಿವು ಮೂಡಿಸಲಾಯಿತು. ನೀರು ಅಮೂಲ್ಯ ಸಂಪತ್ತು, ಪ್ರತಿಯೊಬ್ಬರೂ ಮಿತವಾಗಿ ಬಳಸಬೇಕು ಎಂದು ಅವರು ಹೇಳಿದರು. ಕಾರ್ಯಕ್ರಮದಲ್ಲಿ ಕಾಲೇಜಿನ ಪ್ರಾಂಶುಪಾಲರು, ಉಪನ್ಯಾಸಕರು ಹಾಗೂ ವಿದ್ಯಾರ್ಥಿಗಳು ಉಪಸ್ಥಿತರಿದ್ದರು. ಚಿಕ್ಕಬಳ್ಳಾಪುರ: ಚಿಕ್ಕಬಳ್ಳಾಪುರ ಜಿಲ್ಲೆಯಲ್ಲಿ ನಡೆಯುತ್ತಿರುವ ನೀರು ಉಳಿಸಿ ಅಭಿಯಾನಕ್ಕೆ ರಕ್ಷಾ ರಾಮಯ್ಯ ಅವರು ಚಾಲನೆ ನೀಡಿದರು. ಕಾಲೇಜಿನ ವಿದ್ಯಾರ್ಥಿಗಳಿಗೆ ನೀರಿನ ಮಹತ್ವದ ಕುರಿತು ಅರಿವು ಮೂಡಿಸಲಾಯಿತು. ನೀರು ಅಮೂಲ್ಯ ಸಂಪತ್ತು, ಪ್ರತಿಯೊಬ್ಬರೂ ಮಿತವಾಗಿ ಬಳಸಬೇಕು ಎಂದು ಅವರು ಹೇಳಿದರು. ಕಾರ್ಯಕ್ರಮದಲ್ಲಿ ಕಾಲೇಜಿನ ಪ್ರಾಂಶುಪಾಲರು, ಉಪನ್ಯಾಸಕರು ಹಾಗೂ ವಿದ್ಯಾರ್ಥಿಗಳು ಉಪಸ್ಥಿತರಿದ್ದರು. bbox=[168, 882, 296, 947]
water-campaign-photo bbox=[38, 768, 296, 878]
newspaper-page bbox=[28, 22, 676, 1012]
meeting-hall-photo bbox=[168, 74, 406, 190]
article-fake-id-col-3: ಬೆಂಗಳೂರು: ನಕಲಿ ಆಧಾರ್, ವೋಟರ್ ಐಡಿ ಸೃಷ್ಟಿ ಆರೋಪದ ಮೇಲೆ ಬಂಧಿತನಾಗಿದ್ದ ಸಚಿವರ ಆಪ್ತನಿಗೆ ನ್ಯಾಯಾಲಯ ಷರತ್ತುಬದ್ಧ ಜಾಮೀನು ಮಂಜೂರು ಮಾಡಿದೆ. ಪ್ರಕರಣದ ತನಿಖೆ ಮುಂದುವರಿದಿದ್ದು, ಚುನಾವಣಾ ಆಯೋಗ ಹೆಚ್ಚಿನ ಮಾಹಿತಿ ಕಲೆ ಹಾಕುತ್ತಿದೆ. ಆರೋಪಿಯ ಮನೆಯಲ್ಲಿ ಹಲವು ದಾಖಲೆಗಳನ್ನು ವಶಪಡಿಸಿಕೊಳ್ಳಲಾಗಿದೆ ಎಂದು ಪೊಲೀಸ್ ಮೂಲಗಳು ತಿಳಿಸಿವೆ. ಈ ಸಂಬಂಧ ಮತ್ತಷ್ಟು ಜನರನ್ನು ವಿಚಾರಣೆಗೆ ಒಳಪಡಿಸಲಾಗುವುದು ಎಂದು ಅಧಿಕಾರಿಗಳು ಹೇಳಿದ್ದಾರೆ. ಬೆಂಗಳೂರು: ನಕಲಿ ಆಧಾರ್, ವೋಟರ್ ಐಡಿ ಸೃಷ್ಟಿ ಆರೋಪದ ಮೇಲೆ ಬಂಧಿತನಾಗಿದ್ದ ಸಚಿವರ ಆಪ್ತನಿಗೆ ನ್ಯಾಯಾಲಯ ಷರತ್ತುಬದ್ಧ ಜಾಮೀನು ಮಂಜೂರು ಮಾಡಿದೆ. ಪ್ರಕರಣದ ತನಿಖೆ ಮುಂದುವರಿದಿದ್ದು, ಚುನಾವಣಾ ಆಯೋಗ ಹೆಚ್ಚಿನ ಮಾಹಿತಿ ಕಲೆ ಹಾಕುತ್ತಿದೆ. ಆರೋಪಿಯ ಮನೆಯಲ್ಲಿ ಹಲವು ದಾಖಲೆಗಳನ್ನು ವಶಪಡಿಸಿಕೊಳ್ಳಲಾಗಿದೆ ಎಂದು ಪೊಲೀಸ್ ಮೂಲಗಳು ತಿಳಿಸಿವೆ. ಈ ಸಂಬಂಧ ಮತ್ತಷ್ಟು ಜನರನ್ನು ವಿಚಾರಣೆಗೆ ಒಳಪಡಿಸಲಾಗುವುದು ಎಂದು ಅಧಿಕಾರಿಗಳು ಹೇಳಿದ್ದಾರೆ. ಬೆಂಗಳೂರು: ನಕಲಿ ಆಧಾರ್, ವೋಟರ್ ಐಡಿ ಸೃಷ್ಟಿ ಆರೋಪದ ಮೇಲೆ ಬಂಧಿತನಾಗಿದ್ದ ಸಚಿವರ ಆಪ್ತನಿಗೆ ನ್ಯಾಯಾಲಯ ಷರತ್ತುಬದ್ಧ ಜಾಮೀನು ಮಂಜೂರು ಮಾಡಿದೆ. ಪ್ರಕರಣದ ತನಿಖೆ ಮುಂದುವರಿದಿದ್ದು, ಚುನಾವಣಾ ಆಯೋಗ ಹೆಚ್ಚಿನ ಮಾಹಿತಿ ಕಲೆ ಹಾಕುತ್ತಿದೆ. ಆರೋಪಿಯ ಮನೆಯಲ್ಲಿ ಹಲವು ದಾಖಲೆಗಳನ್ನು ವಶಪಡಿಸಿಕೊಳ್ಳಲಾಗಿದೆ ಎಂದು ಪೊಲೀಸ್ ಮೂಲಗಳು ತಿಳಿಸಿವೆ. ಈ ಸಂಬಂಧ ಮತ್ತಷ್ಟು ಜನರನ್ನು ವಿಚಾರಣೆಗೆ ಒಳಪಡಿಸಲಾಗುವುದು ಎಂದು ಅಧಿಕಾರಿಗಳು ಹೇಳಿದ್ದಾರೆ. bbox=[552, 797, 664, 934]
column-divider bbox=[300, 392, 301, 1008]
article-exam-col-3: ವಿಜಯಪುರ: ಅಕ್ಟೋಬರ 29 ರಂದು ನಿಗದಿತ ಬೆಳಿಗ್ಗೆ ಹಾಗೂ ಮಧ್ಯಾಹ್ನ ನಡೆಯುವ ಎಸ್.ಡಿ.ಎ ಮತ್ತು ಎಫ್.ಡಿ.ಎ ಪರೀಕ್ಷೆಗಳನ್ನು ಸುಸೂತ್ರವಾಗಿ ನಡೆಸಬೇಕೆಂದು ಅಪರ ಜಿಲ್ಲಾಧಿಕಾರಿ ಶಿವಕುಮಾರ ಶೀಲವಂತ ಅವರು ಅಧಿಕಾರಿಗಳಿಗೆ ಸೂಚನೆ ನೀಡಿದರು. ಜಿಲ್ಲಾಧಿಕಾರಿಗಳ ಕಚೇರಿ ಸಭಾಂಗಣದಲ್ಲಿ ಏರ್ಪಡಿಸಲಾಗಿದ್ದ ಪೂರ್ವಭಾವಿ ಸಭೆಯಲ್ಲಿ ಮಾತನಾಡಿದ ಅವರು, ಪರೀಕ್ಷಾ ಕೇಂದ್ರಗಳಲ್ಲಿ ಸಿ.ಸಿ.ಟಿ.ವಿ ಕ್ಯಾಮೆರಾ ಅಳವಡಿಸಿ ಪರೀಕ್ಷಾರ್ಥಿಗಳಿಗೆ ಕುಡಿಯುವ ನೀರು ಹಾಗೂ ಮೂಲಭೂತ ಸೌಕರ್ಯಗಳನ್ನು ಕಲ್ಪಿಸಬೇಕು. ಪರೀಕ್ಷಾ ಕೇಂದ್ರದ ಸುತ್ತಮುತ್ತಲಿನ ಜೆರಾಕ್ಸ್ ಅಂಗಡಿಗಳನ್ನು ಮುಚ್ಚಿಸಬೇಕು. ಮೊಬೈಲ್ ಹಾಗೂ ಎಲೆಕ್ಟ್ರಾನಿಕ್ ಉಪಕರಣಗಳನ್ನು ನಿಷೇಧಿಸಲಾಗಿದೆ. ಪರೀಕ್ಷೆ ಪಾರದರ್ಶಕವಾಗಿ ನಡೆಯುವಂತೆ ಎಲ್ಲ ಅಧಿಕಾರಿಗಳು ಕ್ರಮ ಕೈಗೊಳ್ಳಬೇಕು ಎಂದು ತಿಳಿಸಿದರು. ವಿಜಯಪುರ: ಅಕ್ಟೋಬರ 29 ರಂದು ನಿಗದಿತ ಬೆಳಿಗ್ಗೆ ಹಾಗೂ ಮಧ್ಯಾಹ್ನ ನಡೆಯುವ ಎಸ್.ಡಿ.ಎ ಮತ್ತು ಎಫ್.ಡಿ.ಎ ಪರೀಕ್ಷೆಗಳನ್ನು ಸುಸೂತ್ರವಾಗಿ ನಡೆಸಬೇಕೆಂದು ಅಪರ ಜಿಲ್ಲಾಧಿಕಾರಿ ಶಿವಕುಮಾರ ಶೀಲವಂತ ಅವರು ಅಧಿಕಾರಿಗಳಿಗೆ ಸೂಚನೆ ನೀಡಿದರು. ಜಿಲ್ಲಾಧಿಕಾರಿಗಳ ಕಚೇರಿ ಸಭಾಂಗಣದಲ್ಲಿ ಏರ್ಪಡಿಸಲಾಗಿದ್ದ ಪೂರ್ವಭಾವಿ ಸಭೆಯಲ್ಲಿ ಮಾತನಾಡಿದ ಅವರು, ಪರೀಕ್ಷಾ ಕೇಂದ್ರಗಳಲ್ಲಿ ಸಿ.ಸಿ.ಟಿ.ವಿ ಕ್ಯಾಮೆರಾ ಅಳವಡಿಸಿ ಪರೀಕ್ಷಾರ್ಥಿಗಳಿಗೆ ಕುಡಿಯುವ ನೀರು ಹಾಗೂ ಮೂಲಭೂತ ಸೌಕರ್ಯಗಳನ್ನು ಕಲ್ಪಿಸಬೇಕು. ಪರೀಕ್ಷಾ ಕೇಂದ್ರದ ಸುತ್ತಮುತ್ತಲಿನ ಜೆರಾಕ್ಸ್ ಅಂಗಡಿಗಳನ್ನು ಮುಚ್ಚಿಸಬೇಕು. ಮೊಬೈಲ್ ಹಾಗೂ ಎಲೆಕ್ಟ್ರಾನಿಕ್ ಉಪಕರಣಗಳನ್ನು ನಿಷೇಧಿಸಲಾಗಿದೆ. ಪರೀಕ್ಷೆ ಪಾರದರ್ಶಕವಾಗಿ ನಡೆಯುವಂತೆ ಎಲ್ಲ ಅಧಿಕಾರಿಗಳು ಕ್ರಮ ಕೈಗೊಳ್ಳಬೇಕು ಎಂದು ತಿಳಿಸಿದರು. bbox=[290, 194, 406, 322]
issue-date: FRIDAY : 27-10-2023 bbox=[44, 32, 172, 45]
article-exam-col-1: ವಿಜಯಪುರ: ಅಕ್ಟೋಬರ 29 ರಂದು ನಿಗದಿತ ಬೆಳಿಗ್ಗೆ ಹಾಗೂ ಮಧ್ಯಾಹ್ನ ನಡೆಯುವ ಎಸ್.ಡಿ.ಎ ಮತ್ತು ಎಫ್.ಡಿ.ಎ ಪರೀಕ್ಷೆಗಳನ್ನು ಸುಸೂತ್ರವಾಗಿ ನಡೆಸಬೇಕೆಂದು ಅಪರ ಜಿಲ್ಲಾಧಿಕಾರಿ ಶಿವಕುಮಾರ ಶೀಲವಂತ ಅವರು ಅಧಿಕಾರಿಗಳಿಗೆ ಸೂಚನೆ ನೀಡಿದರು. ಜಿಲ್ಲಾಧಿಕಾರಿಗಳ ಕಚೇರಿ ಸಭಾಂಗಣದಲ್ಲಿ ಏರ್ಪಡಿಸಲಾಗಿದ್ದ ಪೂರ್ವಭಾವಿ ಸಭೆಯಲ್ಲಿ ಮಾತನಾಡಿದ ಅವರು, ಪರೀಕ್ಷಾ ಕೇಂದ್ರಗಳಲ್ಲಿ ಸಿ.ಸಿ.ಟಿ.ವಿ ಕ್ಯಾಮೆರಾ ಅಳವಡಿಸಿ ಪರೀಕ್ಷಾರ್ಥಿಗಳಿಗೆ ಕುಡಿಯುವ ನೀರು ಹಾಗೂ ಮೂಲಭೂತ ಸೌಕರ್ಯಗಳನ್ನು ಕಲ್ಪಿಸಬೇಕು. ಪರೀಕ್ಷಾ ಕೇಂದ್ರದ ಸುತ್ತಮುತ್ತಲಿನ ಜೆರಾಕ್ಸ್ ಅಂಗಡಿಗಳನ್ನು ಮುಚ್ಚಿಸಬೇಕು. ಮೊಬೈಲ್ ಹಾಗೂ ಎಲೆಕ್ಟ್ರಾನಿಕ್ ಉಪಕರಣಗಳನ್ನು ನಿಷೇಧಿಸಲಾಗಿದೆ. ಪರೀಕ್ಷೆ ಪಾರದರ್ಶಕವಾಗಿ ನಡೆಯುವಂತೆ ಎಲ್ಲ ಅಧಿಕಾರಿಗಳು ಕ್ರಮ ಕೈಗೊಳ್ಳಬೇಕು ಎಂದು ತಿಳಿಸಿದರು. ವಿಜಯಪುರ: ಅಕ್ಟೋಬರ 29 ರಂದು ನಿಗದಿತ ಬೆಳಿಗ್ಗೆ ಹಾಗೂ ಮಧ್ಯಾಹ್ನ ನಡೆಯುವ ಎಸ್.ಡಿ.ಎ ಮತ್ತು ಎಫ್.ಡಿ.ಎ ಪರೀಕ್ಷೆಗಳನ್ನು ಸುಸೂತ್ರವಾಗಿ ನಡೆಸಬೇಕೆಂದು ಅಪರ ಜಿಲ್ಲಾಧಿಕಾರಿ ಶಿವಕುಮಾರ ಶೀಲವಂತ ಅವರು ಅಧಿಕಾರಿಗಳಿಗೆ ಸೂಚನೆ ನೀಡಿದರು. ಜಿಲ್ಲಾಧಿಕಾರಿಗಳ ಕಚೇರಿ ಸಭಾಂಗಣದಲ್ಲಿ ಏರ್ಪಡಿಸಲಾಗಿದ್ದ ಪೂರ್ವಭಾವಿ ಸಭೆಯಲ್ಲಿ ಮಾತನಾಡಿದ ಅವರು, ಪರೀಕ್ಷಾ ಕೇಂದ್ರಗಳಲ್ಲಿ ಸಿ.ಸಿ.ಟಿ.ವಿ ಕ್ಯಾಮೆರಾ ಅಳವಡಿಸಿ ಪರೀಕ್ಷಾರ್ಥಿಗಳಿಗೆ ಕುಡಿಯುವ ನೀರು ಹಾಗೂ ಮೂಲಭೂತ ಸೌಕರ್ಯಗಳನ್ನು ಕಲ್ಪಿಸಬೇಕು. ಪರೀಕ್ಷಾ ಕೇಂದ್ರದ ಸುತ್ತಮುತ್ತಲಿನ ಜೆರಾಕ್ಸ್ ಅಂಗಡಿಗಳನ್ನು ಮುಚ್ಚಿಸಬೇಕು. ಮೊಬೈಲ್ ಹಾಗೂ ಎಲೆಕ್ಟ್ರಾನಿಕ್ ಉಪಕರಣಗಳನ್ನು ನಿಷೇಧಿಸಲಾಗಿದೆ. ಪರೀಕ್ಷೆ ಪಾರದರ್ಶಕವಾಗಿ ನಡೆಯುವಂತೆ ಎಲ್ಲ ಅಧಿಕಾರಿಗಳು ಕ್ರಮ ಕೈಗೊಳ್ಳಬೇಕು ಎಂದು ತಿಳಿಸಿದರು. ವಿಜಯಪುರ: ಅಕ್ಟೋಬರ 29 ರಂದು ನಿಗದಿತ ಬೆಳಿಗ್ಗೆ ಹಾಗೂ ಮಧ್ಯಾಹ್ನ ನಡೆಯುವ ಎಸ್.ಡಿ.ಎ ಮತ್ತು ಎಫ್.ಡಿ.ಎ ಪರೀಕ್ಷೆಗಳನ್ನು ಸುಸೂತ್ರವಾಗಿ ನಡೆಸಬೇಕೆಂದು ಅಪರ ಜಿಲ್ಲಾಧಿಕಾರಿ ಶಿವಕುಮಾರ ಶೀಲವಂತ ಅವರು ಅಧಿಕಾರಿಗಳಿಗೆ ಸೂಚನೆ ನೀಡಿದರು. ಜಿಲ್ಲಾಧಿಕಾರಿಗಳ ಕಚೇರಿ ಸಭಾಂಗಣದಲ್ಲಿ ಏರ್ಪಡಿಸಲಾಗಿದ್ದ ಪೂರ್ವಭಾವಿ ಸಭೆಯಲ್ಲಿ ಮಾತನಾಡಿದ ಅವರು, ಪರೀಕ್ಷಾ ಕೇಂದ್ರಗಳಲ್ಲಿ ಸಿ.ಸಿ.ಟಿ.ವಿ ಕ್ಯಾಮೆರಾ ಅಳವಡಿಸಿ ಪರೀಕ್ಷಾರ್ಥಿಗಳಿಗೆ ಕುಡಿಯುವ ನೀರು ಹಾಗೂ ಮೂಲಭೂತ ಸೌಕರ್ಯಗಳನ್ನು ಕಲ್ಪಿಸಬೇಕು. ಪರೀಕ್ಷಾ ಕೇಂದ್ರದ ಸುತ್ತಮುತ್ತಲಿನ ಜೆರಾಕ್ಸ್ ಅಂಗಡಿಗಳನ್ನು ಮುಚ್ಚಿಸಬೇಕು. ಮೊಬೈಲ್ ಹಾಗೂ ಎಲೆಕ್ಟ್ರಾನಿಕ್ ಉಪಕರಣಗಳನ್ನು ನಿಷೇಧಿಸಲಾಗಿದೆ. ಪರೀಕ್ಷೆ ಪಾರದರ್ಶಕವಾಗಿ ನಡೆಯುವಂತೆ ಎಲ್ಲ ಅಧಿಕಾರಿಗಳು ಕ್ರಮ ಕೈಗೊಳ್ಳಬೇಕು ಎಂದು ತಿಳಿಸಿದರು. bbox=[38, 74, 164, 249]
page-number: Page : 3 bbox=[607, 32, 658, 45]
headline-exam: ಅಕ್ಟೋಬರ 29 ರಂದು ನಡೆಯುವ ಎಸ್.ಡಿ.ಎ ಮತ್ತು ಎಫ್.ಡಿ.ಎ ಪರೀಕ್ಷೆಗಳು ಸುಸೂತ್ರವಾಗಿ ನಡೆಸಿ- ಅಪರ ಜಿಲ್ಲಾಧಿಕಾರಿ ಶಿವಕುಮಾರ ಶೀಲವಂತ bbox=[38, 56, 611, 71]
article-volleyball-col: ಕಲಬುರಗಿ: ಜಿಲ್ಲಾ ಮಟ್ಟದ ವಾಲಿಬಾಲ್ ಪಂದ್ಯಾವಳಿಯಲ್ಲಿ ಚಾಂಪಿಯನ್ ಆಗಿ ಹೊರಹೊಮ್ಮಿದ ಕಾಲೇಜಿನ ವಿದ್ಯಾರ್ಥಿಗಳ ತಂಡಕ್ಕೆ ಕೆ.ಬಿ.ಎನ್ ಕಾಲೇಜಿನ ಆಡಳಿತ ಮಂಡಳಿ ಅಭಿನಂದನೆ ಸಲ್ಲಿಸಿತು. ಈ ವೇಳೆ ಮಾತನಾಡಿದ ಅವರು ಕ್ರೀಡೆಯಲ್ಲಿ ವಿದ್ಯಾರ್ಥಿಗಳು ತೊಡಗಿಸಿಕೊಳ್ಳುವುದರಿಂದ ಆರೋಗ್ಯ ಹಾಗೂ ಮಾನಸಿಕ ಸ್ಥಿರತೆ ಹೆಚ್ಚುತ್ತದೆ. ರಾಜ್ಯ ಮಟ್ಟದಲ್ಲೂ ತಂಡ ಉತ್ತಮ ಪ್ರದರ್ಶನ ನೀಡಲಿ ಎಂದು ಹಾರೈಸಿದರು. ಕಲಬುರಗಿ: ಜಿಲ್ಲಾ ಮಟ್ಟದ ವಾಲಿಬಾಲ್ ಪಂದ್ಯಾವಳಿಯಲ್ಲಿ ಚಾಂಪಿಯನ್ ಆಗಿ ಹೊರಹೊಮ್ಮಿದ ಕಾಲೇಜಿನ ವಿದ್ಯಾರ್ಥಿಗಳ ತಂಡಕ್ಕೆ ಕೆ.ಬಿ.ಎನ್ ಕಾಲೇಜಿನ ಆಡಳಿತ ಮಂಡಳಿ ಅಭಿನಂದನೆ ಸಲ್ಲಿಸಿತು. ಈ ವೇಳೆ ಮಾತನಾಡಿದ ಅವರು ಕ್ರೀಡೆಯಲ್ಲಿ ವಿದ್ಯಾರ್ಥಿಗಳು ತೊಡಗಿಸಿಕೊಳ್ಳುವುದರಿಂದ ಆರೋಗ್ಯ ಹಾಗೂ ಮಾನಸಿಕ ಸ್ಥಿರತೆ ಹೆಚ್ಚುತ್ತದೆ. ರಾಜ್ಯ ಮಟ್ಟದಲ್ಲೂ ತಂಡ ಉತ್ತಮ ಪ್ರದರ್ಶನ ನೀಡಲಿ ಎಂದು ಹಾರೈಸಿದರು. bbox=[538, 656, 664, 721]
documents-photo bbox=[436, 797, 548, 871]
article-water-col-1: ಚಿಕ್ಕಬಳ್ಳಾಪುರ: ಚಿಕ್ಕಬಳ್ಳಾಪುರ ಜಿಲ್ಲೆಯಲ್ಲಿ ನಡೆಯುತ್ತಿರುವ ನೀರು ಉಳಿಸಿ ಅಭಿಯಾನಕ್ಕೆ ರಕ್ಷಾ ರಾಮಯ್ಯ ಅವರು ಚಾಲನೆ ನೀಡಿದರು. ಕಾಲೇಜಿನ ವಿದ್ಯಾರ್ಥಿಗಳಿಗೆ ನೀರಿನ ಮಹತ್ವದ ಕುರಿತು ಅರಿವು ಮೂಡಿಸಲಾಯಿತು. ನೀರು ಅಮೂಲ್ಯ ಸಂಪತ್ತು, ಪ್ರತಿಯೊಬ್ಬರೂ ಮಿತವಾಗಿ ಬಳಸಬೇಕು ಎಂದು ಅವರು ಹೇಳಿದರು. ಕಾರ್ಯಕ್ರಮದಲ್ಲಿ ಕಾಲೇಜಿನ ಪ್ರಾಂಶುಪಾಲರು, ಉಪನ್ಯಾಸಕರು ಹಾಗೂ ವಿದ್ಯಾರ್ಥಿಗಳು ಉಪಸ್ಥಿತರಿದ್ದರು. ಚಿಕ್ಕಬಳ್ಳಾಪುರ: ಚಿಕ್ಕಬಳ್ಳಾಪುರ ಜಿಲ್ಲೆಯಲ್ಲಿ ನಡೆಯುತ್ತಿರುವ ನೀರು ಉಳಿಸಿ ಅಭಿಯಾನಕ್ಕೆ ರಕ್ಷಾ ರಾಮಯ್ಯ ಅವರು ಚಾಲನೆ ನೀಡಿದರು. ಕಾಲೇಜಿನ ವಿದ್ಯಾರ್ಥಿಗಳಿಗೆ ನೀರಿನ ಮಹತ್ವದ ಕುರಿತು ಅರಿವು ಮೂಡಿಸಲಾಯಿತು. ನೀರು ಅಮೂಲ್ಯ ಸಂಪತ್ತು, ಪ್ರತಿಯೊಬ್ಬರೂ ಮಿತವಾಗಿ ಬಳಸಬೇಕು ಎಂದು ಅವರು ಹೇಳಿದರು. ಕಾರ್ಯಕ್ರಮದಲ್ಲಿ ಕಾಲೇಜಿನ ಪ್ರಾಂಶುಪಾಲರು, ಉಪನ್ಯಾಸಕರು ಹಾಗೂ ವಿದ್ಯಾರ್ಥಿಗಳು ಉಪಸ್ಥಿತರಿದ್ದರು. bbox=[38, 882, 164, 947]
volleyball-photo-caption: ಕಲಬುರಗಿ: ಶ್ರೀ ಕೆ.ಬಿ.ಎನ್ ಕಾಲೇಜಿನ ಆವರಣದಲ್ಲಿ ವಿಜೇತ ತಂಡದ ವಿದ್ಯಾರ್ಥಿಗಳನ್ನು ಸನ್ಮಾನಿಸಲಾಯಿತು. ಆಡಳಿತ ಮಂಡಳಿಯ ಸದಸ್ಯರು ಉಪಸ್ಥಿತರಿದ್ದರು. bbox=[306, 756, 526, 761]
divider-2 bbox=[38, 737, 296, 738]
